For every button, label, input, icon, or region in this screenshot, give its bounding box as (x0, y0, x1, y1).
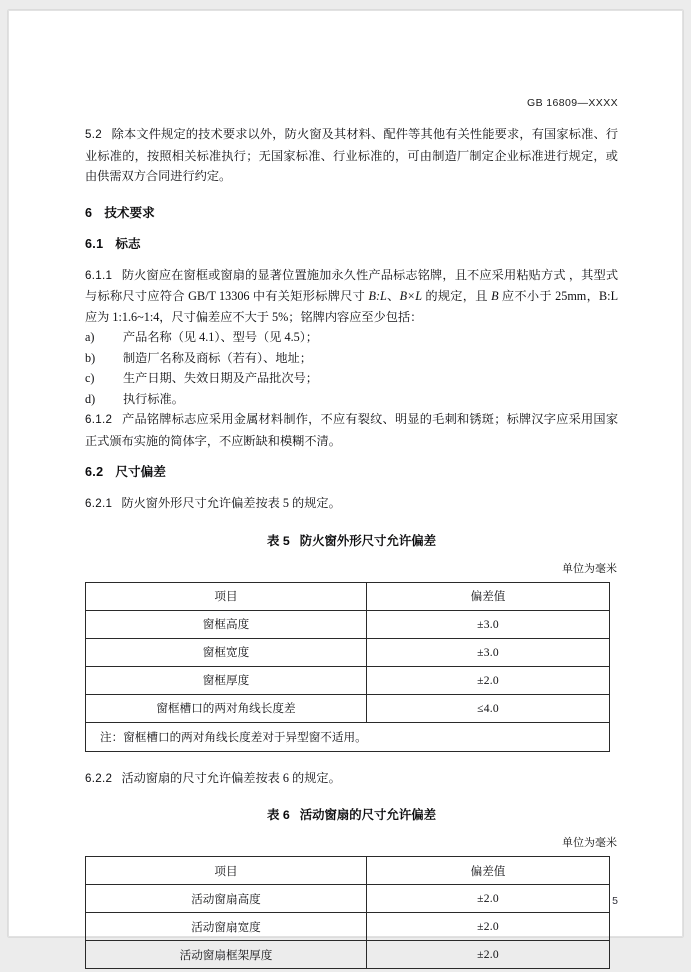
lettered-list (85, 327, 618, 409)
table-row (86, 638, 610, 666)
page-number: 5 (612, 895, 618, 907)
table-6 (85, 856, 610, 969)
table-6-unit: 单位为毫米 (562, 837, 617, 849)
paragraph-6-1-1-text-part3: 应不小于 25mm，B:L 应为 1:1.6~1:4，尺寸偏差应不大于 5%；铭牌内容应至少包括： (85, 289, 619, 324)
table-row-header (86, 582, 610, 610)
table-5-caption-title: 防火窗外形尺寸允许偏差 (299, 533, 437, 548)
heading-6 (85, 203, 618, 223)
page-content (85, 11, 618, 969)
paragraph-6-1-1 (85, 265, 618, 328)
heading-6-2-number: 6.2 (85, 465, 104, 479)
paragraph-6-2-2-number: 6.2.2 (85, 771, 113, 785)
table-5-unit: 单位为毫米 (562, 562, 617, 575)
paragraph-6-1-1-text-part1: 防火窗应在窗框或窗扇的显著位置施加永久性产品标志铭牌，且不应采用粘贴方式 ，其型式与标称尺寸应符合 GB/T 13306 中有关矩形标牌尺寸 (85, 267, 619, 303)
table-cell-value: ±2.0 (367, 941, 610, 969)
heading-6-1-title: 标志 (115, 236, 141, 251)
heading-6-title: 技术要求 (104, 205, 155, 220)
table-row (86, 610, 610, 638)
paragraph-6-2-1-text: 防火窗外形尺寸允许偏差按表 5 的规定。 (121, 496, 341, 510)
table-cell-item: 活动窗扇宽度 (86, 913, 367, 941)
list-item-label: 生产日期、失效日期及产品批次号； (123, 371, 318, 385)
paragraph-6-2-2 (85, 768, 618, 790)
table-5-header-item: 项目 (86, 582, 367, 610)
table-row-header (86, 857, 610, 885)
table-5-note: 注：窗框槽口的两对角线长度差对于异型窗不适用。 (86, 722, 610, 751)
variable-b-times-l: B×L (399, 289, 423, 303)
table-row (86, 913, 610, 941)
table-6-caption (85, 805, 618, 825)
table-5-header-value: 偏差值 (367, 582, 610, 610)
heading-6-1 (85, 234, 618, 254)
paragraph-6-1-1-number: 6.1.1 (85, 268, 113, 282)
table-row (86, 694, 610, 722)
table-cell-item: 活动窗扇框架厚度 (86, 941, 367, 969)
table-6-header-item: 项目 (86, 857, 367, 885)
table-5 (85, 582, 610, 752)
paragraph-6-2-2-text: 活动窗扇的尺寸允许偏差按表 6 的规定。 (121, 770, 341, 785)
table-cell-item: 窗框槽口的两对角线长度差 (86, 694, 367, 722)
document-page (8, 10, 683, 962)
table-row (86, 941, 610, 969)
table-cell-item: 窗框高度 (86, 610, 367, 638)
heading-6-number: 6 (85, 205, 93, 220)
list-item-label: 执行标准。 (123, 391, 184, 406)
variable-b-colon-l: B:L (368, 289, 387, 303)
list-item-marker: a) (85, 330, 95, 344)
table-cell-value: ±2.0 (367, 666, 610, 694)
paragraph-6-1-2-number: 6.1.2 (85, 413, 113, 426)
paragraph-5-2 (85, 124, 618, 187)
table-6-header-value: 偏差值 (367, 857, 610, 885)
paragraph-6-1-2 (85, 409, 618, 451)
paragraph-6-1-2-text: 产品铭牌标志应采用金属材料制作，不应有裂纹、明显的毛刺和锈斑；标牌汉字应采用国家正式颁布实施的简体字，不应断缺和模糊不清。 (85, 412, 619, 448)
list-item-marker: c) (85, 371, 95, 385)
heading-6-1-number: 6.1 (85, 236, 104, 251)
paragraph-6-1-1-text-part2: 的规定，且 (422, 289, 492, 303)
table-6-caption-number: 表 6 (266, 808, 290, 822)
paragraph-5-2-text: 除本文件规定的技术要求以外，防火窗及其材料、配件等其他有关性能要求，有国家标准、行业标准的，按照相关标准执行；无国家标准、行业标准的，可由制造厂制定企业标准进行规定，或由供需双方合同进行约定。 (85, 127, 619, 183)
list-item-label: 产品名称（见 4.1）、型号（见 4.5）； (123, 330, 318, 344)
variable-b: B (491, 289, 499, 303)
table-5-caption-number: 表 5 (266, 533, 290, 548)
table-cell-item: 窗框厚度 (86, 666, 367, 694)
table-5-caption (85, 531, 618, 551)
list-item-marker: b) (85, 350, 96, 365)
table-note-row (86, 722, 610, 751)
table-cell-value: ±2.0 (367, 885, 610, 913)
list-item-marker: d) (85, 391, 96, 406)
heading-6-2 (85, 462, 618, 482)
list-item (85, 389, 618, 410)
paragraph-6-2-1-number: 6.2.1 (85, 497, 113, 510)
document-header-standard-code: GB 16809—XXXX (527, 97, 618, 109)
variable-separator: 、 (386, 289, 400, 303)
list-item (85, 348, 618, 369)
paragraph-6-2-1 (85, 493, 618, 515)
table-cell-item: 活动窗扇高度 (86, 885, 367, 913)
list-item-label: 制造厂名称及商标（若有）、地址； (123, 350, 312, 365)
list-item (85, 327, 618, 348)
table-cell-item: 窗框宽度 (86, 638, 367, 666)
table-row (86, 666, 610, 694)
list-item (85, 368, 618, 389)
table-cell-value: ±3.0 (367, 610, 610, 638)
paragraph-5-2-number: 5.2 (85, 128, 103, 141)
table-6-caption-title: 活动窗扇的尺寸允许偏差 (299, 808, 437, 822)
table-cell-value: ±3.0 (367, 638, 610, 666)
table-cell-value: ±2.0 (367, 913, 610, 941)
heading-6-2-title: 尺寸偏差 (115, 465, 166, 479)
table-cell-value: ≤4.0 (367, 694, 610, 722)
table-row (86, 885, 610, 913)
